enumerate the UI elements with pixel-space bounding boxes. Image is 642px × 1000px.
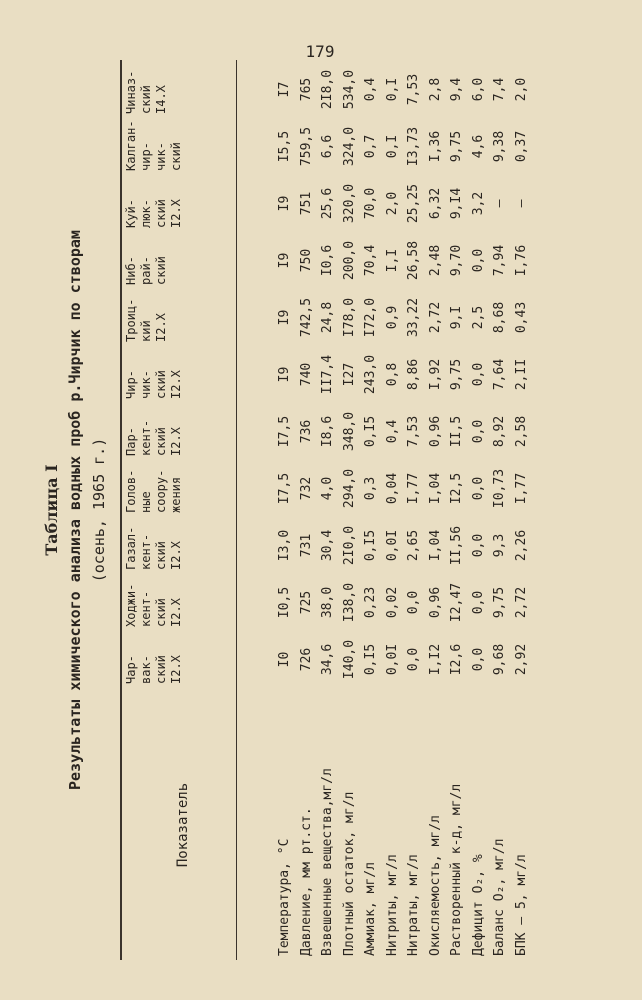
- table-cell: 34,6: [320, 643, 335, 676]
- column-header-5: Пар- кент- ский I2.X: [124, 419, 183, 456]
- table-cell: I7,5: [277, 415, 292, 448]
- table-row: [403, 60, 424, 960]
- row-label: Дефицит O₂, %: [470, 854, 486, 956]
- table-cell: 0,7: [363, 134, 378, 159]
- table-cell: 0,9: [384, 305, 400, 330]
- table-cell: 6,32: [427, 187, 443, 220]
- table-cell: I,04: [427, 472, 443, 505]
- table-row: [425, 60, 446, 960]
- table-cell: I7,5: [277, 472, 292, 505]
- table-cell: I40,0: [341, 639, 357, 680]
- table-cell: 2I0,0: [341, 525, 357, 566]
- table-row: [446, 60, 467, 960]
- table-cell: 26,58: [406, 240, 421, 281]
- table-cell: 2,0: [513, 77, 529, 102]
- table-cell: I78,0: [341, 297, 357, 338]
- table-cell: 9,70: [449, 244, 464, 277]
- table-cell: 8,68: [492, 301, 507, 334]
- table-cell: I,77: [406, 472, 421, 505]
- table-row: [339, 60, 360, 960]
- table-cell: 70,0: [363, 187, 378, 220]
- table-cell: 9,3: [492, 533, 507, 558]
- table-cell: 2,8: [427, 77, 443, 102]
- table-cell: 0,0: [470, 590, 486, 615]
- table-cell: I2,47: [449, 582, 464, 623]
- table-cell: 6,0: [470, 77, 486, 102]
- table-cell: 0,04: [384, 472, 400, 505]
- table-cell: I0,6: [320, 244, 335, 277]
- table-cell: II,56: [449, 525, 464, 566]
- table-cell: 2,48: [427, 244, 443, 277]
- table-cell: I2,6: [449, 643, 464, 676]
- table-cell: I,92: [427, 358, 443, 391]
- table-cell: I0,5: [277, 586, 292, 619]
- table-cell: 3,2: [470, 191, 486, 216]
- table-cell: –: [492, 199, 507, 208]
- row-label: Нитриты, мг/л: [384, 854, 400, 956]
- table-cell: I9: [277, 195, 292, 212]
- table-cell: 243,0: [363, 354, 378, 395]
- table-cell: 348,0: [341, 411, 357, 452]
- row-label: Плотный остаток, мг/л: [341, 791, 357, 956]
- table-cell: 9,38: [492, 130, 507, 163]
- table-cell: 0,8: [384, 362, 400, 387]
- table-cell: 0,0: [406, 590, 421, 615]
- table-cell: 0,96: [427, 586, 443, 619]
- row-label: БПК – 5, мг/л: [513, 854, 529, 956]
- table-cell: 2,92: [513, 643, 529, 676]
- table-cell: 7,53: [406, 415, 421, 448]
- row-label: Аммиак, мг/л: [363, 862, 378, 956]
- table-cell: I,I: [384, 248, 400, 273]
- table-cell: 24,8: [320, 301, 335, 334]
- table-row: [296, 60, 317, 960]
- table-cell: 320,0: [341, 183, 357, 224]
- table-top-rule: [120, 60, 122, 960]
- table-cell: 0,0: [470, 419, 486, 444]
- table-cell: 294,0: [341, 468, 357, 509]
- table-cell: I,77: [513, 472, 529, 505]
- table-row: [468, 60, 489, 960]
- table-row: [489, 60, 510, 960]
- table-cell: 33,22: [406, 297, 421, 338]
- table-cell: 9,4: [449, 77, 464, 102]
- table-subtitle: (осень, 1965 г.): [90, 437, 108, 583]
- table-cell: 7,53: [406, 73, 421, 106]
- table-cell: 0,3: [363, 476, 378, 501]
- column-header-6: Чир- чик- ский I2.X: [124, 370, 183, 399]
- table-row: [511, 60, 532, 960]
- table-cell: 4,6: [470, 134, 486, 159]
- column-header-10: Калган- чир- чик- ский: [124, 120, 183, 171]
- table-cell: 0,4: [384, 419, 400, 444]
- column-header-2: Ходжи- кент- ский I2.X: [124, 583, 183, 627]
- table-cell: 7,64: [492, 358, 507, 391]
- column-header-9: Куй- люк- ский I2.X: [124, 199, 183, 228]
- table-cell: 0,02: [384, 586, 400, 619]
- table-cell: 0,37: [513, 130, 529, 163]
- table-cell: I3,0: [277, 529, 292, 562]
- table-cell: 736: [298, 419, 314, 444]
- row-label: Растворенный к-д, мг/л: [449, 783, 464, 956]
- table-cell: 765: [298, 77, 314, 102]
- table-cell: 8,86: [406, 358, 421, 391]
- table-cell: 0,0I: [384, 529, 400, 562]
- table-cell: I27: [341, 362, 357, 387]
- table-cell: 750: [298, 248, 314, 273]
- column-header-11: Чиназ- ский I4.X: [124, 70, 168, 114]
- table-cell: 2I8,0: [320, 69, 335, 110]
- table-cell: 726: [298, 647, 314, 672]
- row-label: Баланс O₂, мг/л: [492, 838, 507, 956]
- table-cell: 0,0: [406, 647, 421, 672]
- table-cell: 30,4: [320, 529, 335, 562]
- table-cell: 9,75: [449, 358, 464, 391]
- table-cell: 2,26: [513, 529, 529, 562]
- table-cell: 0,I5: [363, 643, 378, 676]
- table-cell: 9,68: [492, 643, 507, 676]
- table-cell: 9,75: [492, 586, 507, 619]
- row-label: Взвешенные вещества,мг/л: [320, 768, 335, 956]
- table-cell: 742,5: [298, 297, 314, 338]
- table-cell: 324,0: [341, 126, 357, 167]
- table-cell: 759,5: [298, 126, 314, 167]
- table-cell: 25,25: [406, 183, 421, 224]
- table-cell: 7,4: [492, 77, 507, 102]
- table-cell: 0,0: [470, 647, 486, 672]
- table-cell: I8,6: [320, 415, 335, 448]
- table-cell: 2,0: [384, 191, 400, 216]
- column-header-8: Ниб- рай- ский: [124, 256, 168, 285]
- table-cell: I7: [277, 81, 292, 98]
- table-cell: 9,I: [449, 305, 464, 330]
- table-cell: 0,I: [384, 134, 400, 159]
- column-header-1: Чар- вак- ский I2.X: [124, 655, 183, 684]
- row-label: Нитраты, мг/л: [406, 854, 421, 956]
- table-cell: 2,72: [427, 301, 443, 334]
- table-cell: 0,I: [384, 77, 400, 102]
- table-cell: I,I2: [427, 643, 443, 676]
- table-cell: 740: [298, 362, 314, 387]
- table-cell: I5,5: [277, 130, 292, 163]
- table-cell: 2,II: [513, 358, 529, 391]
- table-cell: 2,65: [406, 529, 421, 562]
- table-row: [382, 60, 403, 960]
- table-cell: 725: [298, 590, 314, 615]
- table-cell: 0,96: [427, 415, 443, 448]
- table-label: Таблица I: [42, 464, 61, 556]
- table-cell: –: [513, 199, 529, 208]
- table-title: Результаты химического анализа водных проб р.Чирчик по створам: [66, 230, 84, 790]
- table-cell: I38,0: [341, 582, 357, 623]
- column-header-7: Троиц- кий I2.X: [124, 298, 168, 342]
- table-cell: 200,0: [341, 240, 357, 281]
- table-cell: 2,5: [470, 305, 486, 330]
- table-cell: 0,0: [470, 533, 486, 558]
- column-header-4: Голов- ные соору- жения: [124, 469, 183, 513]
- table-row: [274, 60, 295, 960]
- table-cell: 0,0: [470, 248, 486, 273]
- table-cell: 751: [298, 191, 314, 216]
- table-cell: II7,4: [320, 354, 335, 395]
- table-cell: II,5: [449, 415, 464, 448]
- table-cell: I,76: [513, 244, 529, 277]
- table-cell: 0,0I: [384, 643, 400, 676]
- table-cell: 731: [298, 533, 314, 558]
- table-cell: 9,75: [449, 130, 464, 163]
- table-cell: 0,0: [470, 476, 486, 501]
- table-cell: 732: [298, 476, 314, 501]
- table-cell: 0,I5: [363, 529, 378, 562]
- table-cell: 0,0: [470, 362, 486, 387]
- page-number: 179: [305, 42, 335, 61]
- table-cell: 25,6: [320, 187, 335, 220]
- table-cell: 6,6: [320, 134, 335, 159]
- table-cell: I0: [277, 651, 292, 668]
- table-cell: 8,92: [492, 415, 507, 448]
- header-bottom-rule: [236, 60, 237, 960]
- row-label: Давление, мм рт.ст.: [298, 807, 314, 956]
- table-cell: 2,72: [513, 586, 529, 619]
- table-row: [360, 60, 381, 960]
- table-cell: I72,0: [363, 297, 378, 338]
- table-cell: 7,94: [492, 244, 507, 277]
- table-cell: 38,0: [320, 586, 335, 619]
- column-header-3: Газал- кент- ский I2.X: [124, 526, 183, 570]
- table-cell: I0,73: [492, 468, 507, 509]
- table-cell: I,36: [427, 130, 443, 163]
- table-cell: I9: [277, 309, 292, 326]
- table-cell: 70,4: [363, 244, 378, 277]
- table-cell: 534,0: [341, 69, 357, 110]
- rotated-table-block: [40, 60, 600, 960]
- table-cell: I9: [277, 366, 292, 383]
- table-cell: 9,I4: [449, 187, 464, 220]
- table-cell: I2,5: [449, 472, 464, 505]
- table-row: [317, 60, 338, 960]
- table-cell: 0,4: [363, 77, 378, 102]
- table-cell: 0,23: [363, 586, 378, 619]
- table-cell: I,04: [427, 529, 443, 562]
- row-label: Окисляемость, мг/л: [427, 815, 443, 956]
- table-cell: I9: [277, 252, 292, 269]
- table-cell: 0,I5: [363, 415, 378, 448]
- row-label: Температура, °С: [277, 838, 292, 956]
- table-cell: 0,43: [513, 301, 529, 334]
- table-cell: 2,58: [513, 415, 529, 448]
- table-cell: 4,0: [320, 476, 335, 501]
- table-cell: I3,73: [406, 126, 421, 167]
- indicator-column-header: Показатель: [175, 782, 191, 868]
